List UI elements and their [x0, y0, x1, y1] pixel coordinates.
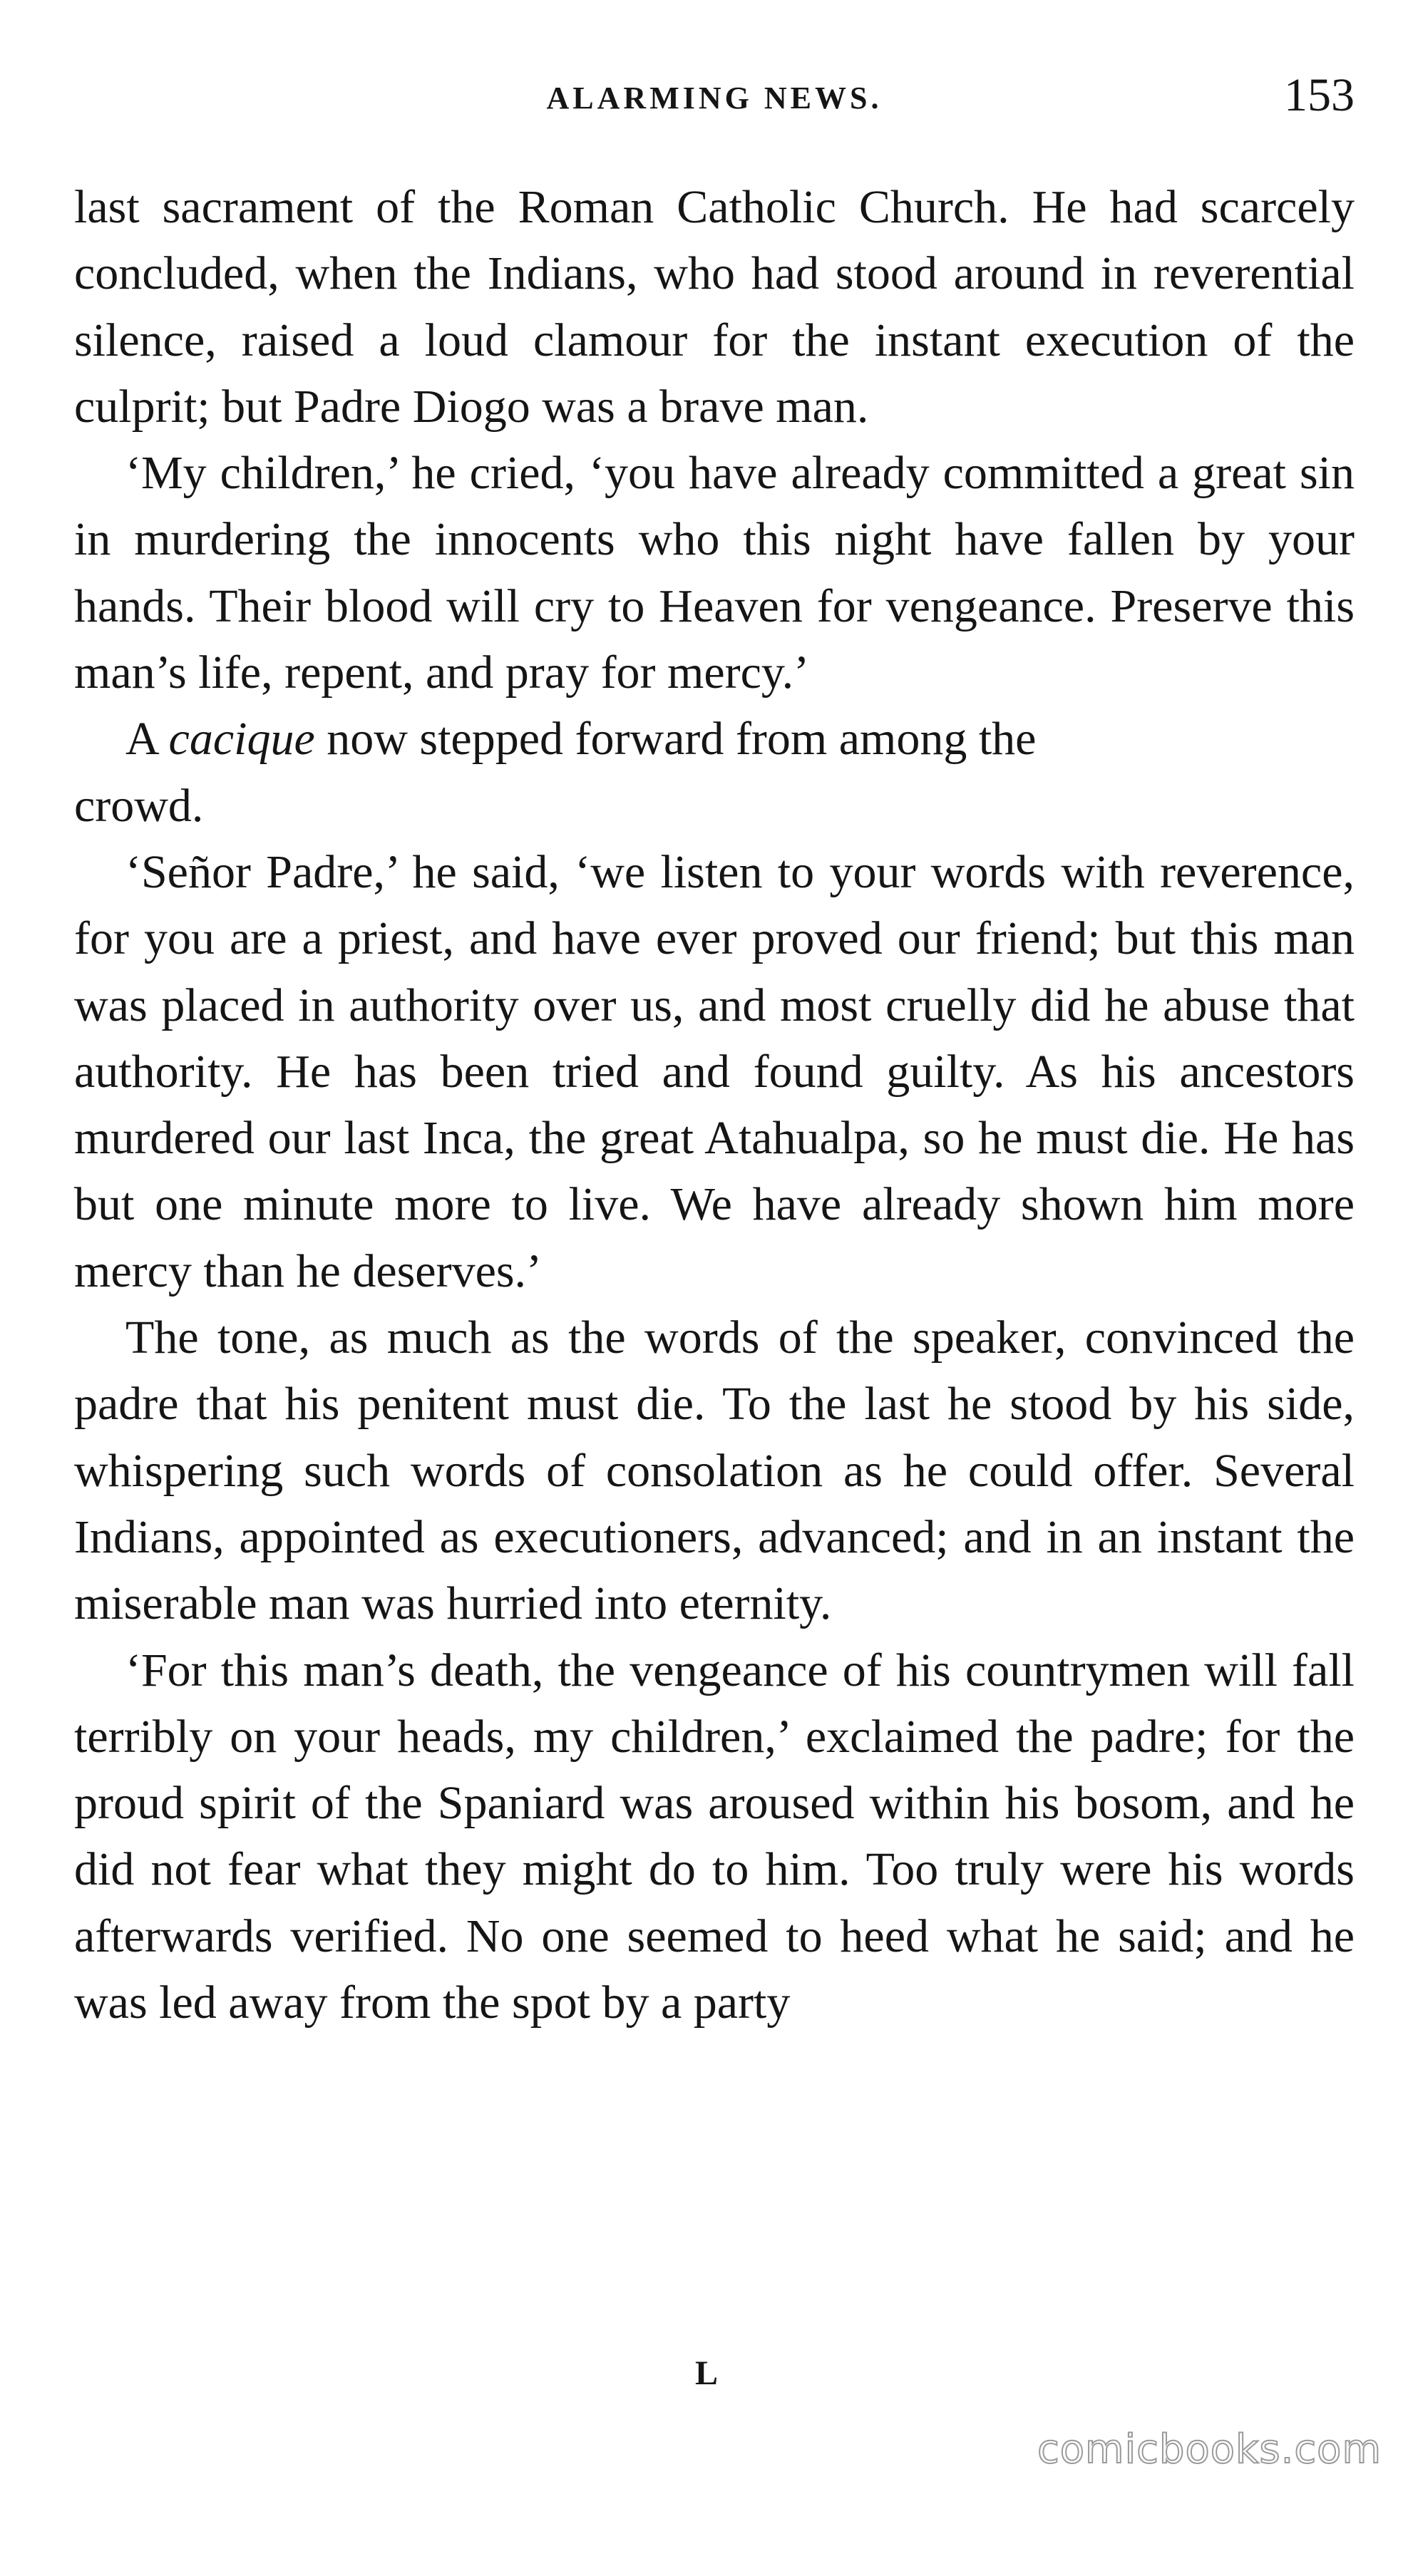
paragraph-5: The tone, as much as the words of the speaker, convinced the padre that his penitent must die. To the last he stood by his side, whispering such words of consolation as he could offer. Several Indians, appointed as executioners, advanced; and in an instant the miserable man was hurried into eternity.: [74, 1312, 1355, 1630]
paragraph-3-rest: now stepped forward from among the: [314, 713, 1037, 766]
paragraph-2: ‘My children,’ he cried, ‘you have already committed a great sin in murdering the innocents who this night have fallen by your hands. Their blood will cry to Heaven for vengeance. Preserve this man’s life, repent, and pray for mercy.’: [74, 447, 1355, 699]
paragraph-6: ‘For this man’s death, the vengeance of his countrymen will fall terribly on your heads, my children,’ exclaimed the padre; for the proud spirit of the Spaniard was aroused within his bosom, and he did not fear what they might do to him. Too truly were his words afterwards verified. No one seemed to heed what he said; and he was led away from the spot by a party: [74, 1644, 1355, 2029]
page-number: 153: [1284, 69, 1355, 121]
paragraph-1: last sacrament of the Roman Catholic Church. He had scarcely concluded, when the Indians, who had stood around in reverential silence, raised a loud clamour for the instant execution of the culprit; but Padre Diogo was a brave man.: [74, 181, 1355, 433]
cacique-word: cacique: [168, 713, 315, 766]
paragraph-3-continuation: crowd.: [74, 779, 204, 832]
paragraph-3: [74, 706, 1355, 772]
watermark: comicbooks.com: [1037, 2426, 1382, 2473]
paragraph-4: ‘Señor Padre,’ he said, ‘we listen to your words with reverence, for you are a priest, and have ever proved our friend; but this man was placed in authority over us, and most cruelly did he abuse that authority. He has been tried and found guilty. As his ancestors murdered our last Inca, the great Atahualpa, so he must die. He has but one minute more to live. We have already shown him more mercy than he deserves.’: [74, 845, 1355, 1297]
running-title: ALARMING NEWS.: [546, 81, 883, 115]
running-head: [74, 68, 1355, 125]
signature-mark: L: [694, 2354, 718, 2392]
body-text: [74, 174, 1355, 2036]
paragraph-3-lead: A: [125, 713, 169, 766]
